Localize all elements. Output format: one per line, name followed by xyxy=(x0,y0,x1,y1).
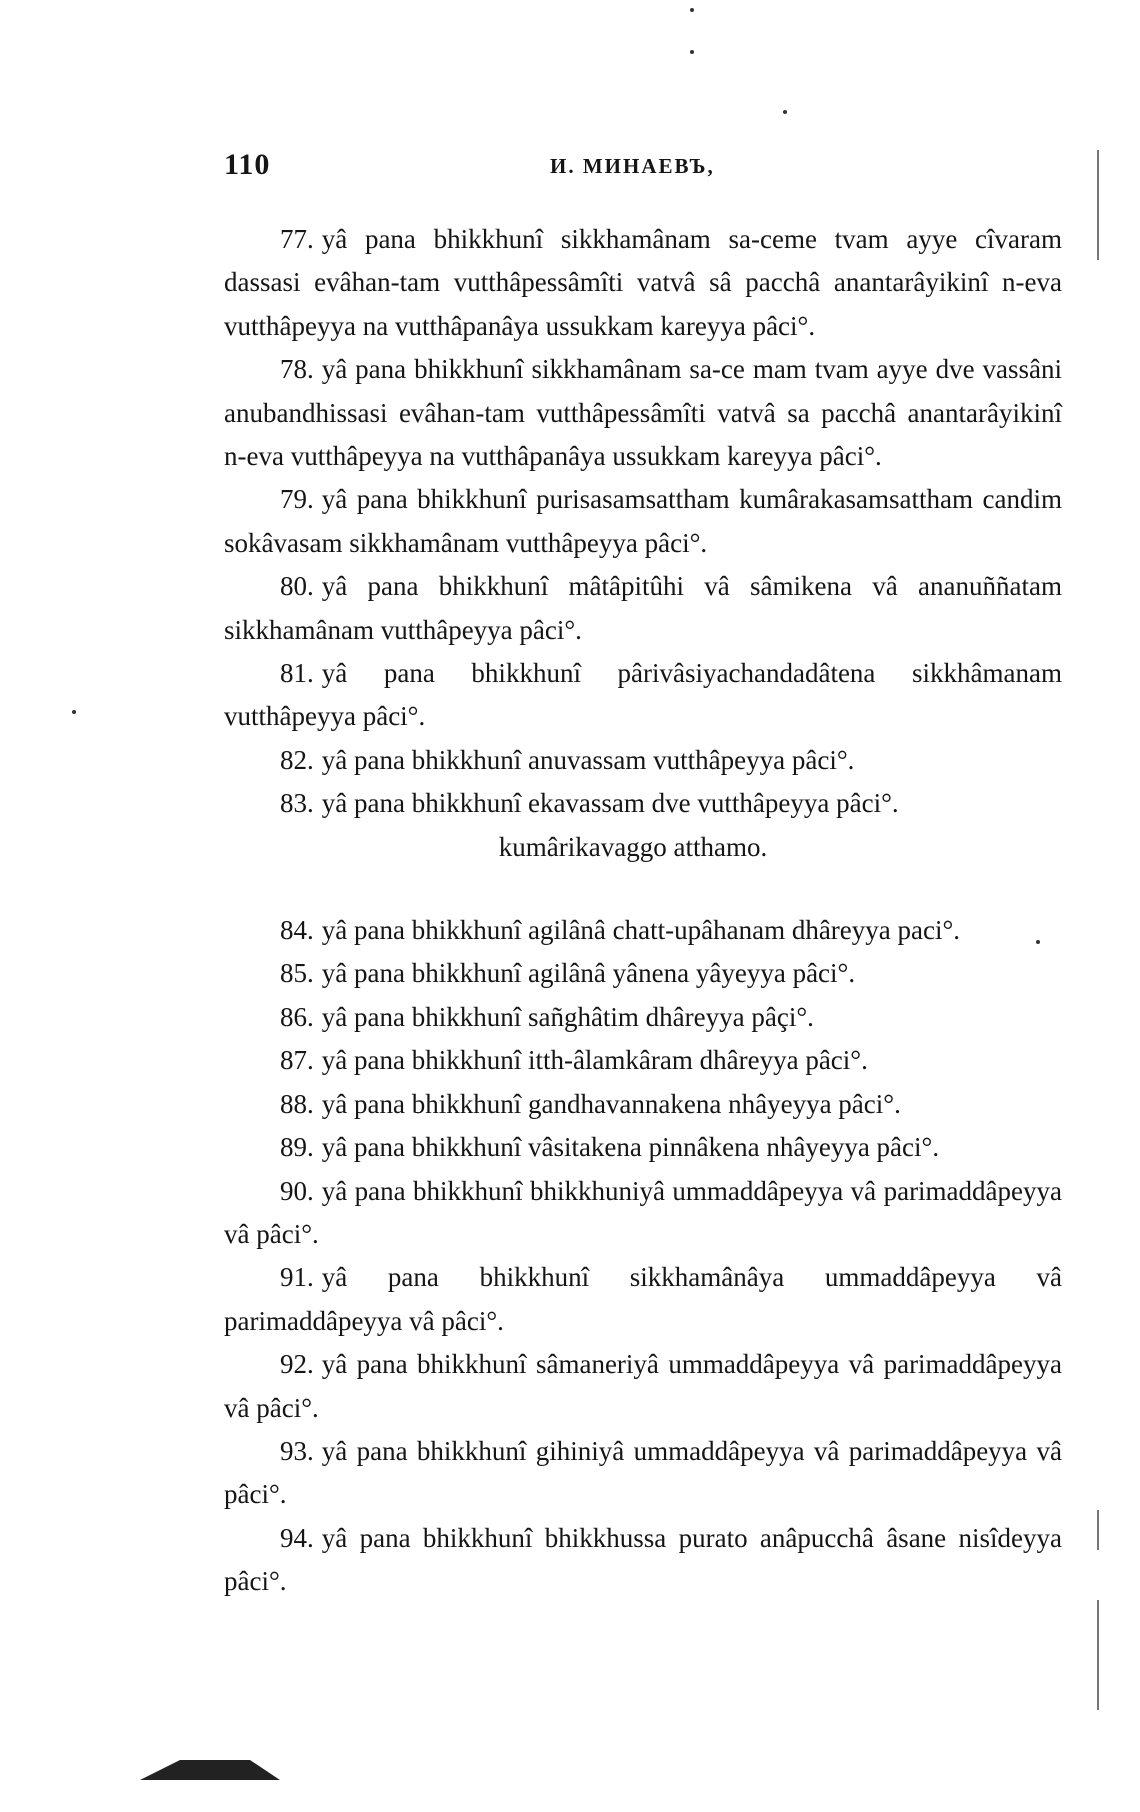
ink-blot xyxy=(140,1760,280,1780)
rule-94 xyxy=(224,1517,1062,1604)
rule-number: 82. xyxy=(280,744,314,775)
rule-number: 91. xyxy=(280,1262,314,1293)
rule-85 xyxy=(224,952,1062,995)
rule-number: 81. xyxy=(280,658,314,689)
rule-number: 87. xyxy=(280,1045,314,1076)
rule-93 xyxy=(224,1430,1062,1517)
rule-number: 92. xyxy=(280,1349,314,1380)
rule-90 xyxy=(224,1170,1062,1257)
rule-number: 86. xyxy=(280,1001,314,1032)
rule-78 xyxy=(224,348,1062,478)
rule-text: yâ pana bhikkhunî agilânâ yânena yâyeyya pâci°. xyxy=(321,958,856,989)
rule-86 xyxy=(224,996,1062,1039)
rule-number: 83. xyxy=(280,788,314,819)
rule-number: 84. xyxy=(280,915,314,946)
rule-83 xyxy=(224,782,1062,825)
section-gap xyxy=(224,869,1062,909)
rule-79 xyxy=(224,478,1062,565)
rule-number: 90. xyxy=(280,1175,314,1206)
rule-number: 89. xyxy=(280,1132,314,1163)
rule-text: yâ pana bhikkhunî sañghâtim dhâreyya pâçi°. xyxy=(321,1001,814,1032)
rule-number: 85. xyxy=(280,958,314,989)
rule-number: 88. xyxy=(280,1088,314,1119)
rule-82 xyxy=(224,739,1062,782)
rule-text: yâ pana bhikkhunî sâmaneriyâ ummaddâpeyya vâ parimaddâpeyya vâ pâci°. xyxy=(224,1349,1062,1423)
rule-text: yâ pana bhikkhunî gihiniyâ ummaddâpeyya vâ parimaddâpeyya vâ pâci°. xyxy=(224,1435,1062,1510)
rule-text: yâ pana bhikkhunî gandhavannakena nhâyeyya pâci°. xyxy=(321,1088,901,1119)
rule-text: yâ pana bhikkhunî itth-âlamkâram dhâreyya pâci°. xyxy=(321,1045,868,1076)
body-text xyxy=(224,218,1062,1604)
scan-edge-mark xyxy=(1097,1510,1099,1550)
rule-text: yâ pana bhikkhunî mâtâpitûhi vâ sâmikena vâ ananuññatam sikkhamânam vutthâpeyya pâci°. xyxy=(224,571,1062,645)
rule-text: yâ pana bhikkhunî agilânâ chatt-upâhanam dhâreyya paci°. xyxy=(321,915,961,946)
rule-number: 79. xyxy=(280,484,314,515)
rule-87 xyxy=(224,1039,1062,1082)
rule-81 xyxy=(224,652,1062,739)
rule-number: 77. xyxy=(280,224,314,254)
scan-edge-mark xyxy=(1097,1600,1099,1710)
ink-speck xyxy=(72,710,76,714)
rule-number: 94. xyxy=(280,1522,314,1553)
rule-89 xyxy=(224,1126,1062,1169)
rule-text: yâ pana bhikkhunî vâsitakena pinnâkena nhâyeyya pâci°. xyxy=(321,1132,940,1163)
rule-84 xyxy=(224,909,1062,952)
rule-text: yâ pana bhikkhunî sikkhamânam sa-ce mam tvam ayye dve vassâni anubandhissasi evâhan-tam vutthâpessâmîti vatvâ sa pacchâ anantarâyikinî n-eva vutthâpeyya na vutthâpanâya ussukkam kareyya pâci°. xyxy=(224,354,1062,472)
ink-speck xyxy=(1036,940,1040,944)
rule-text: yâ pana bhikkhunî bhikkhuniyâ ummaddâpeyya vâ parimaddâpeyya vâ pâci°. xyxy=(224,1175,1062,1249)
rule-88 xyxy=(224,1083,1062,1126)
rule-text: yâ pana bhikkhunî sikkhamânâya ummaddâpeyya vâ parimaddâpeyya vâ pâci°. xyxy=(224,1262,1062,1336)
ink-speck xyxy=(690,8,694,12)
section-heading: kumârikavaggo atthamo. xyxy=(498,831,768,862)
rule-text: yâ pana bhikkhunî bhikkhussa purato anâpucchâ âsane nisîdeyya pâci°. xyxy=(224,1522,1062,1597)
rule-text: yâ pana bhikkhunî purisasamsattham kumârakasamsattham candim sokâvasam sikkhamânam vutthâpeyya pâci°. xyxy=(224,484,1062,558)
rule-77 xyxy=(224,218,1062,348)
rule-91 xyxy=(224,1256,1062,1343)
rule-number: 93. xyxy=(280,1435,314,1466)
page-header xyxy=(224,148,924,188)
rule-text: yâ pana bhikkhunî sikkhamânam sa-ceme tvam ayye cîvaram dassasi evâhan-tam vutthâpessâmîti vatvâ sâ pacchâ anantarâyikinî n-eva vutthâpeyya na vutthâpanâya ussukkam kareyya pâci°. xyxy=(224,224,1062,341)
ink-speck xyxy=(690,50,694,54)
running-head: И. МИНАЕВЪ, xyxy=(550,154,715,178)
rule-text: yâ pana bhikkhunî ekavassam dve vutthâpeyya pâci°. xyxy=(321,788,899,819)
rule-80 xyxy=(224,565,1062,652)
ink-speck xyxy=(783,110,787,114)
rule-text: yâ pana bhikkhunî anuvassam vutthâpeyya pâci°. xyxy=(321,744,855,775)
rule-92 xyxy=(224,1343,1062,1430)
page-number: 110 xyxy=(224,148,271,181)
rule-number: 78. xyxy=(280,354,314,385)
rule-text: yâ pana bhikkhunî pârivâsiyachandadâtena sikkhâmanam vutthâpeyya pâci°. xyxy=(224,658,1062,732)
rule-number: 80. xyxy=(280,571,314,602)
scan-edge-mark xyxy=(1097,150,1099,260)
